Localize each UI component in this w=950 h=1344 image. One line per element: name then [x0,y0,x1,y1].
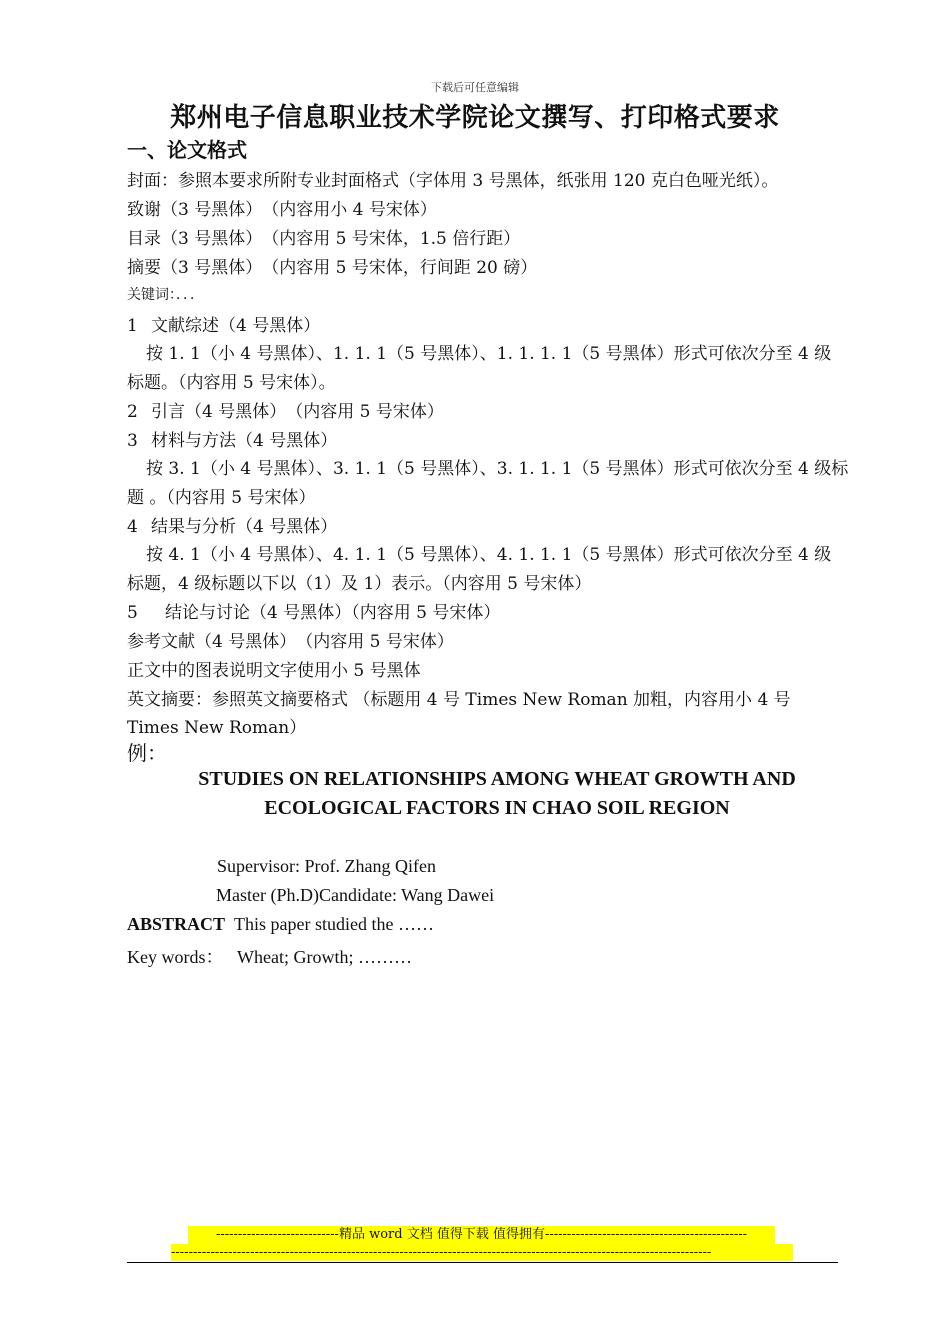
figures-line: 正文中的图表说明文字使用小 5 号黑体 [127,661,421,681]
abstract-text: This paper studied the …… [234,914,434,934]
item-5 [127,598,500,623]
references-line: 参考文献（4 号黑体） （内容用 5 号宋体） [127,632,454,652]
item-5-text: 结论与讨论（4 号黑体）（内容用 5 号宋体） [165,603,501,623]
item-1-text: 文献综述（4 号黑体） [151,316,321,336]
cover-line: 封面：参照本要求所附专业封面格式（字体用 3 号黑体，纸张用 120 克白色哑光纸）。 [127,171,779,191]
toc-line: 目录（3 号黑体） （内容用 5 号宋体，1.5 倍行距） [127,229,521,249]
item-1-desc-a: 按 1. 1（小 4 号黑体）、1. 1. 1（5 号黑体）、1. 1. 1. 1（5 号黑体）形式可依次分至 4 级 [146,344,832,364]
example-keywords [127,943,412,969]
thanks-line: 致谢（3 号黑体） （内容用小 4 号宋体） [127,200,437,220]
item-2-text: 引言（4 号黑体） （内容用 5 号宋体） [151,402,444,422]
item-4-text: 结果与分析（4 号黑体） [151,517,338,537]
example-label: 例： [127,741,167,765]
abstract-line: 摘要（3 号黑体） （内容用 5 号宋体，行间距 20 磅） [127,258,538,278]
item-1 [127,311,320,336]
item-5-number: 5 [127,603,138,623]
item-4-number: 4 [127,517,138,537]
example-supervisor: Supervisor: Prof. Zhang Qifen [217,856,436,876]
footer-banner-line-2: --------------------------------------------------------------------------------------------------------------------------- [171,1244,793,1261]
example-abstract [127,914,434,935]
page-title: 郑州电子信息职业技术学院论文撰写、打印格式要求 [170,103,780,133]
abstract-label: ABSTRACT [127,914,226,934]
keywords-label: Key words： [127,947,224,967]
header-note: 下载后可任意编辑 [431,81,519,94]
item-3-text: 材料与方法（4 号黑体） [151,431,338,451]
item-2 [127,397,444,422]
item-2-number: 2 [127,402,138,422]
item-3-desc-a: 按 3. 1（小 4 号黑体）、3. 1. 1（5 号黑体）、3. 1. 1. 1（5 号黑体）形式可依次分至 4 级标 [146,459,849,479]
item-1-number: 1 [127,316,138,336]
example-title-line-2: ECOLOGICAL FACTORS IN CHAO SOIL REGION [264,797,730,819]
keywords-text: Wheat; Growth; ……… [237,947,412,967]
item-4-desc-a: 按 4. 1（小 4 号黑体）、4. 1. 1（5 号黑体）、4. 1. 1. 1（5 号黑体）形式可依次分至 4 级 [146,545,832,565]
keywords-line: 关键词：．．． [127,287,204,303]
footer-divider [127,1262,838,1263]
item-4 [127,512,337,537]
item-3-desc-b: 题 。（内容用 5 号宋体） [127,488,316,508]
example-title-line-1: STUDIES ON RELATIONSHIPS AMONG WHEAT GROWTH AND [198,768,796,790]
english-abstract-line-a: 英文摘要：参照英文摘要格式 （标题用 4 号 Times New Roman 加粗，内容用小 4 号 [127,690,791,710]
item-3 [127,426,337,451]
footer-banner-line-1: ----------------------------精品 word 文档 值得下载 值得拥有---------------------------------------------- [188,1226,775,1244]
item-3-number: 3 [127,431,138,451]
item-1-desc-b: 标题。（内容用 5 号宋体）。 [127,373,336,393]
item-4-desc-b: 标题，4 级标题以下以（1）及 1）表示。（内容用 5 号宋体） [127,574,592,594]
section-heading: 一、论文格式 [127,138,247,162]
example-candidate: Master (Ph.D)Candidate: Wang Dawei [216,885,495,905]
english-abstract-line-b: Times New Roman） [127,718,307,738]
